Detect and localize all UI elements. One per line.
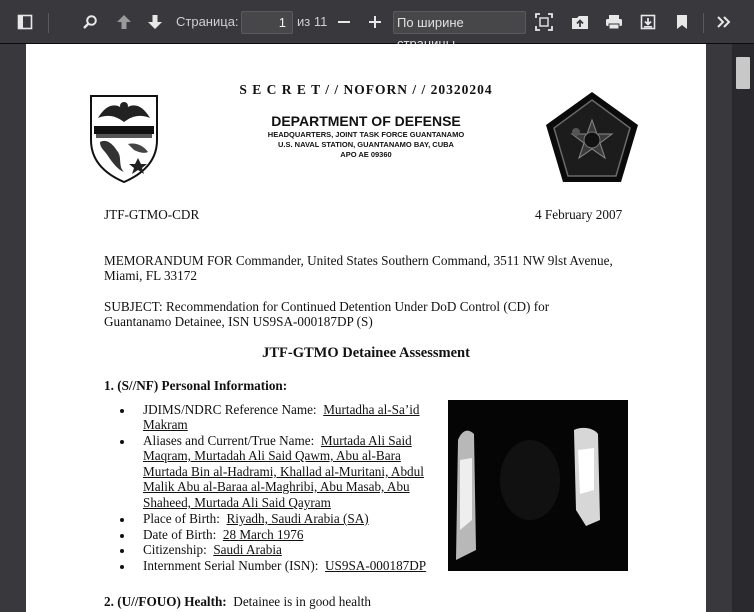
presentation-mode-icon[interactable] xyxy=(532,10,556,34)
previous-page-icon[interactable] xyxy=(112,10,136,34)
citizenship-item xyxy=(143,542,282,558)
aliases-label: Aliases and Current/True Name: xyxy=(143,433,321,448)
page-count-label: из 11 xyxy=(297,14,328,29)
assessment-title: JTF-GTMO Detainee Assessment xyxy=(262,345,470,361)
vertical-scrollbar[interactable] xyxy=(732,44,754,612)
pdf-toolbar xyxy=(0,0,754,44)
headquarters-line: HEADQUARTERS, JOINT TASK FORCE GUANTANAMO xyxy=(267,130,465,139)
aliases-value-line4: Malik Abu al-Baraa al-Maghribi, Abu Masab, Abu xyxy=(143,479,410,494)
jdims-item xyxy=(143,402,420,418)
classification-banner: S E C R E T / / NOFORN / / 20320204 xyxy=(239,82,493,97)
memo-for-line: MEMORANDUM FOR Commander, United States Southern Command, 3511 NW 9lst Avenue, xyxy=(104,253,613,268)
bookmark-icon[interactable] xyxy=(670,10,694,34)
page-number-input[interactable]: 1 xyxy=(241,11,293,34)
bullet xyxy=(120,549,124,553)
jdims-name: Murtadha al-Sa’id xyxy=(323,402,420,417)
bullet xyxy=(120,440,124,444)
isn-label: Internment Serial Number (ISN): xyxy=(143,558,326,573)
memo-date: 4 February 2007 xyxy=(535,207,623,222)
isn-item xyxy=(143,558,426,574)
place-of-birth-item xyxy=(143,511,369,527)
section-2-heading xyxy=(104,594,371,610)
section-2-text: Detainee is in good health xyxy=(226,594,371,609)
subject-continuation: Guantanamo Detainee, ISN US9SA-000187DP (S) xyxy=(104,314,373,329)
pob-value: Riyadh, Saudi Arabia (SA) xyxy=(226,511,369,526)
search-icon[interactable] xyxy=(78,10,102,34)
apo-line: APO AE 09360 xyxy=(340,150,392,159)
aliases-value-line3: Murtada Bin al-Hadrami, Khallad al-Muritani, Abdul xyxy=(143,464,424,479)
page-label: Страница: xyxy=(176,14,239,29)
open-file-icon[interactable] xyxy=(568,10,592,34)
aliases-value: Murtada Ali Said xyxy=(320,433,412,448)
citizenship-label: Citizenship: xyxy=(143,542,214,557)
aliases-item xyxy=(143,433,412,449)
isn-value: US9SA-000187DP xyxy=(325,558,427,573)
bullet xyxy=(120,565,124,569)
bullet xyxy=(120,409,124,413)
scrollbar-thumb[interactable] xyxy=(736,57,750,89)
date-of-birth-item xyxy=(143,527,303,543)
memo-address-line: Miami, FL 33172 xyxy=(104,268,197,283)
pob-label: Place of Birth: xyxy=(143,511,227,526)
section-2-label: 2. (U//FOUO) Health: xyxy=(104,594,227,609)
section-1-heading: 1. (S//NF) Personal Information: xyxy=(104,378,288,393)
next-page-icon[interactable] xyxy=(143,10,167,34)
dob-value: 28 March 1976 xyxy=(222,527,304,542)
jdims-name-continued: Makram xyxy=(143,417,188,432)
toolbar-separator xyxy=(703,13,704,33)
dob-label: Date of Birth: xyxy=(143,527,223,542)
jdims-label: JDIMS/NDRC Reference Name: xyxy=(143,402,324,417)
subject-line: SUBJECT: Recommendation for Continued Detention Under DoD Control (CD) for xyxy=(104,299,550,314)
office-code: JTF-GTMO-CDR xyxy=(104,207,200,222)
zoom-out-icon[interactable] xyxy=(333,10,355,34)
zoom-select[interactable]: По ширине xyxy=(393,11,526,34)
more-tools-icon[interactable] xyxy=(712,10,736,34)
naval-station-line: U.S. NAVAL STATION, GUANTANAMO BAY, CUBA xyxy=(278,140,454,149)
aliases-value-line5: Shaheed, Murtada Ali Said Qayram xyxy=(143,495,331,510)
pdf-page xyxy=(26,44,706,612)
print-icon[interactable] xyxy=(602,10,626,34)
toolbar-separator xyxy=(48,13,49,33)
download-icon[interactable] xyxy=(636,10,660,34)
bullet xyxy=(120,518,124,522)
detainee-photo xyxy=(448,400,628,571)
citizenship-value: Saudi Arabia xyxy=(213,542,282,557)
aliases-value-line2: Maqram, Murtadah Ali Said Qawm, Abu al-Bara xyxy=(143,448,401,463)
zoom-in-icon[interactable] xyxy=(364,10,386,34)
sidebar-toggle-icon[interactable] xyxy=(13,10,37,34)
department-title: DEPARTMENT OF DEFENSE xyxy=(271,113,461,129)
document-viewer[interactable] xyxy=(0,44,754,612)
bullet xyxy=(120,534,124,538)
